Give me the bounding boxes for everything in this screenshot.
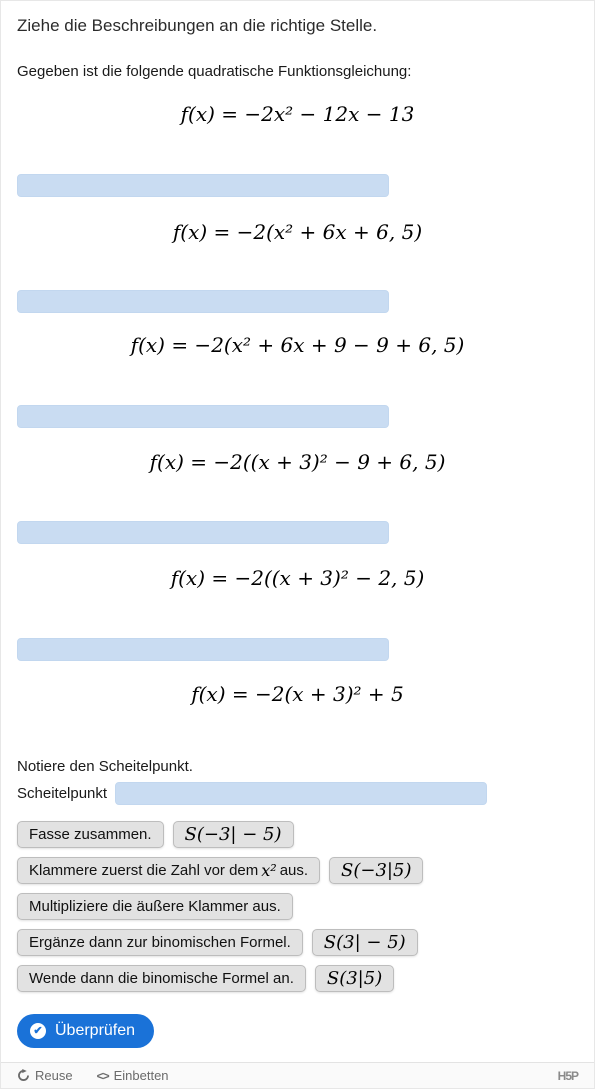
reuse-label: Reuse [35, 1068, 73, 1083]
equation-step-1: f(x) = −2(x² + 6x + 6, 5) [172, 220, 423, 244]
check-button[interactable] [17, 1014, 154, 1048]
dropzone-step-4[interactable] [17, 521, 389, 544]
page-title: Ziehe die Beschreibungen an die richtige Stelle. [17, 16, 378, 35]
dropzone-step-1[interactable] [17, 174, 389, 197]
draggable-s-minus3-5[interactable]: S(−3|5) [329, 857, 423, 884]
draggable-ergaenze[interactable]: Ergänze dann zur binomischen Formel. [17, 929, 303, 956]
draggable-klammere-aus[interactable] [17, 857, 320, 884]
h5p-logo[interactable]: H5P [557, 1068, 578, 1083]
intro-text: Gegeben ist die folgende quadratische Funktionsgleichung: [17, 63, 412, 80]
equation-step-4: f(x) = −2((x + 3)² − 2, 5) [170, 566, 425, 590]
draggables-area [17, 821, 578, 992]
check-circle-icon: ✔ [30, 1023, 46, 1039]
draggable-s-minus3-minus5[interactable]: S(−3| − 5) [173, 821, 294, 848]
draggable-multipliziere[interactable]: Multipliziere die äußere Klammer aus. [17, 893, 293, 920]
embed-button[interactable] [97, 1068, 169, 1083]
equation-step-3: f(x) = −2((x + 3)² − 9 + 6, 5) [149, 450, 446, 474]
dropzone-vertex[interactable] [115, 782, 487, 805]
draggable-text-suffix: aus. [279, 862, 309, 879]
draggable-wende[interactable]: Wende dann die binomische Formel an. [17, 965, 306, 992]
x-squared-math: x² [261, 861, 277, 880]
draggable-fasse-zusammen[interactable]: Fasse zusammen. [17, 821, 164, 848]
check-button-label: Überprüfen [55, 1022, 136, 1039]
vertex-row [17, 782, 578, 805]
equation-initial: f(x) = −2x² − 12x − 13 [180, 102, 415, 126]
equation-step-2: f(x) = −2(x² + 6x + 9 − 9 + 6, 5) [130, 333, 465, 357]
reuse-button[interactable] [17, 1068, 73, 1083]
draggable-s-3-5[interactable]: S(3|5) [315, 965, 394, 992]
reuse-icon [17, 1069, 30, 1082]
embed-label: Einbetten [113, 1068, 169, 1083]
embed-icon: <> [96, 1068, 109, 1083]
dropzone-step-3[interactable] [17, 405, 389, 428]
draggable-s-3-minus5[interactable]: S(3| − 5) [312, 929, 418, 956]
vertex-prompt: Notiere den Scheitelpunkt. [17, 758, 193, 775]
draggable-text-prefix: Klammere zuerst die Zahl vor dem [29, 862, 259, 879]
vertex-label: Scheitelpunkt [17, 785, 108, 802]
footer-bar [1, 1062, 594, 1088]
equation-step-5: f(x) = −2(x + 3)² + 5 [191, 682, 404, 706]
dropzone-step-2[interactable] [17, 290, 389, 313]
dropzone-step-5[interactable] [17, 638, 389, 661]
